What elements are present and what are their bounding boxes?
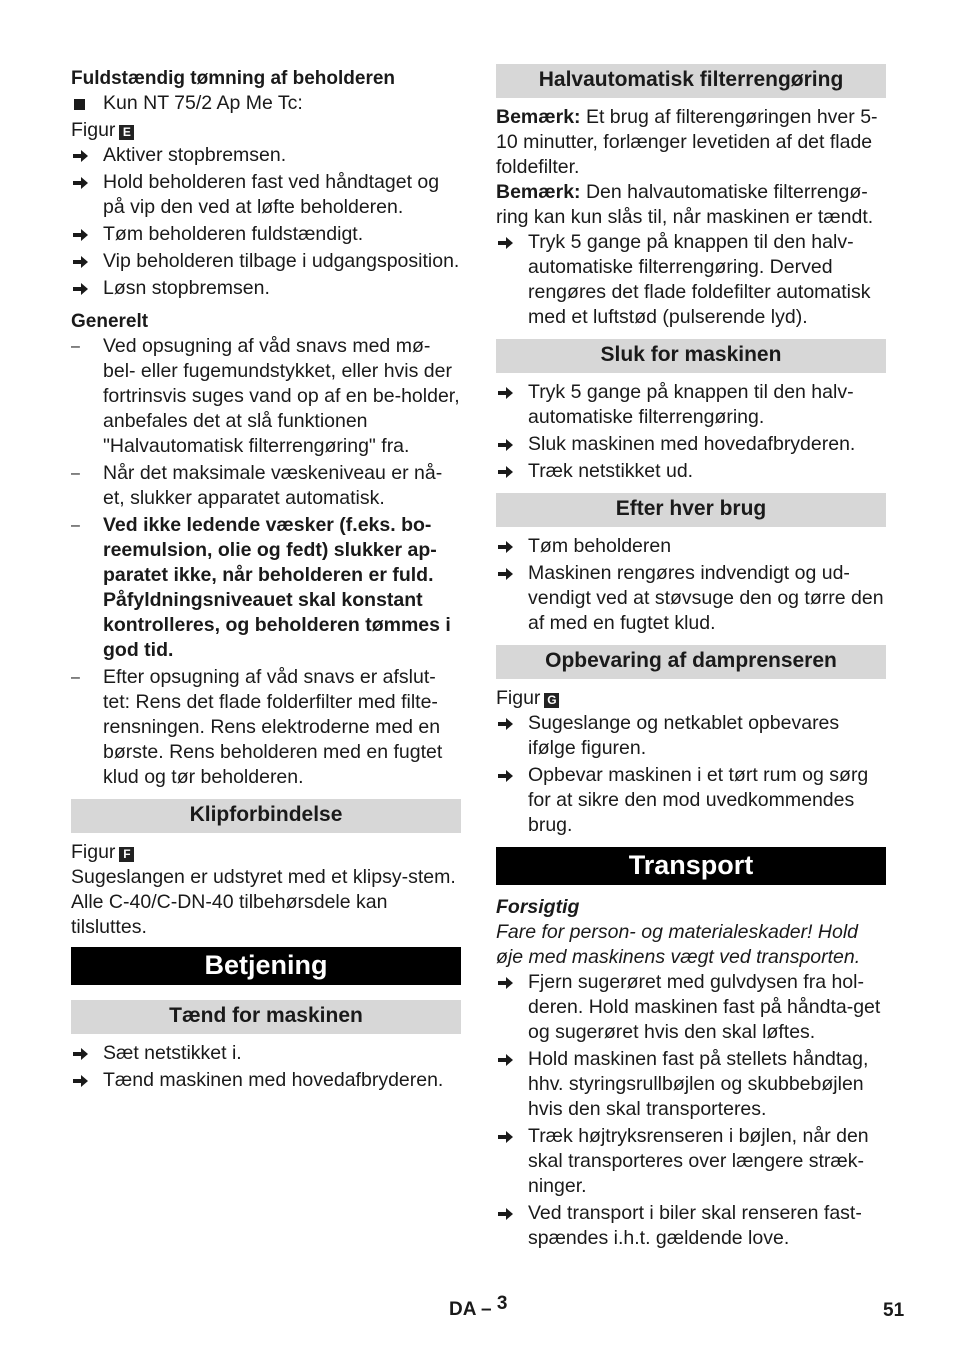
dash-bullet-icon: – xyxy=(71,517,80,534)
list-item-text: Fjern sugerøret med gulvdysen fra hol-deren. Hold maskinen fast på håndta-get og sugerøret hvis den skal løftes. xyxy=(528,971,881,1043)
list-item xyxy=(496,230,886,330)
list-item-text: Hold maskinen fast på stellets håndtag, hhv. styringsrullbøjlen og skubbebøjlen hvis den skal transporteres. xyxy=(528,1048,869,1120)
chapter-heading-betjening: Betjening xyxy=(71,947,461,985)
footer-section-code: DA – 3 xyxy=(449,1293,508,1320)
section-heading-full-emptying: Fuldstændig tømning af beholderen xyxy=(71,68,396,89)
arrow-right-icon xyxy=(73,149,89,163)
right-column xyxy=(496,63,886,1253)
arrow-right-icon xyxy=(498,769,514,783)
left-column xyxy=(71,63,461,1095)
list-item-text: Tænd maskinen med hovedafbryderen. xyxy=(103,1069,444,1091)
list-item-text: Sæt netstikket i. xyxy=(103,1042,242,1064)
list-item-text: Træk højtryksrenseren i bøjlen, når den skal transporteres over længere stræk-ninger. xyxy=(528,1125,869,1197)
arrow-right-icon xyxy=(498,540,514,554)
arrow-right-icon xyxy=(498,236,514,250)
dash-bullet-icon: – xyxy=(71,465,80,482)
square-bullet-item: Kun NT 75/2 Ap Me Tc: xyxy=(71,91,461,116)
dash-bullet-icon: – xyxy=(71,338,80,355)
arrow-right-icon xyxy=(498,386,514,400)
list-item xyxy=(71,461,461,511)
list-item-text: Tryk 5 gange på knappen til den halv-automatiske filterrengøring. Derved rengøres det flade foldefilter automatisk med et luftstød (pulserende lyd). xyxy=(528,231,871,328)
list-item xyxy=(496,380,886,430)
list-item xyxy=(496,432,886,457)
dash-bullet-icon: – xyxy=(71,669,80,686)
section-bar-turn-off: Sluk for maskinen xyxy=(496,339,886,373)
chapter-heading-transport: Transport xyxy=(496,847,886,885)
list-item-text: Opbevar maskinen i et tørt rum og sørg for at sikre den mod uvedkommendes brug. xyxy=(528,764,869,836)
arrow-right-icon xyxy=(498,1207,514,1221)
list-item xyxy=(496,763,886,838)
list-item-text: Løsn stopbremsen. xyxy=(103,277,270,299)
list-item xyxy=(71,222,461,247)
list-item xyxy=(71,1068,461,1093)
list-item-text: Ved transport i biler skal renseren fast-spændes i.h.t. gældende love. xyxy=(528,1202,862,1249)
figure-e-icon: E xyxy=(119,125,134,140)
list-item-text: Sugeslange og netkablet opbevares ifølge figuren. xyxy=(528,712,840,759)
list-item xyxy=(496,534,886,559)
list-item xyxy=(71,143,461,168)
general-notes xyxy=(71,334,461,790)
list-item-text: Tøm beholderen xyxy=(528,535,672,557)
arrow-right-icon xyxy=(498,976,514,990)
semi-auto-steps xyxy=(496,230,886,330)
arrow-right-icon xyxy=(73,176,89,190)
arrow-right-icon xyxy=(73,282,89,296)
list-item xyxy=(496,1201,886,1251)
after-use-steps xyxy=(496,534,886,636)
caution-text: Fare for person- og materialeskader! Hold øje med maskinens vægt ved transporten. xyxy=(496,921,861,968)
list-item xyxy=(496,459,886,484)
turn-on-steps xyxy=(71,1041,461,1093)
list-item xyxy=(496,1124,886,1199)
figure-reference: Figur E xyxy=(71,118,461,143)
list-item xyxy=(496,1047,886,1122)
list-item xyxy=(71,513,461,663)
list-item-text: Aktiver stopbremsen. xyxy=(103,144,287,166)
arrow-right-icon xyxy=(498,438,514,452)
list-item xyxy=(496,711,886,761)
section-bar-storage: Opbevaring af damprenseren xyxy=(496,645,886,679)
figure-g-icon: G xyxy=(544,693,559,708)
arrow-right-icon xyxy=(73,1047,89,1061)
arrow-right-icon xyxy=(73,228,89,242)
list-item-text: Ved ikke ledende væsker (f.eks. bo-reemulsion, olie og fedt) slukker ap-paratet ikke, når beholderen er fuld. Påfyldningsniveauet skal konstant kontrolleres, og beholderen tømmes i god tid. xyxy=(103,514,451,661)
list-item xyxy=(71,1041,461,1066)
list-item-text: Når det maksimale væskeniveau er nå-et, slukker apparatet automatisk. xyxy=(103,462,443,509)
clip-text: Sugeslangen er udstyret med et klipsy-stem. Alle C-40/C-DN-40 tilbehørsdele kan tilsluttes. xyxy=(71,866,456,938)
list-item-text: Vip beholderen tilbage i udgangsposition. xyxy=(103,250,460,272)
list-item xyxy=(71,249,461,274)
list-item-text: Efter opsugning af våd snavs er afslut-tet: Rens det flade folderfilter med filte-rensningen. Rens elektroderne med en børste. Rens beholderen med en fugtet klud og tør beholderen. xyxy=(103,666,443,788)
list-item xyxy=(496,561,886,636)
square-bullet-icon xyxy=(74,99,85,110)
list-item-text: Hold beholderen fast ved håndtaget og på vip den ved at løfte beholderen. xyxy=(103,171,440,218)
list-item xyxy=(71,334,461,459)
list-item-text: Maskinen rengøres indvendigt og ud-vendigt ved at støvsuge den og tørre den af med en fugtet klud. xyxy=(528,562,884,634)
page-number: 51 xyxy=(883,1300,905,1321)
arrow-right-icon xyxy=(73,1074,89,1088)
transport-steps xyxy=(496,970,886,1251)
list-item xyxy=(71,665,461,790)
arrow-right-icon xyxy=(73,255,89,269)
list-item-text: Tryk 5 gange på knappen til den halv-automatiske filterrengøring. xyxy=(528,381,854,428)
list-item xyxy=(71,276,461,301)
list-item-text: Sluk maskinen med hovedafbryderen. xyxy=(528,433,856,455)
turn-off-steps xyxy=(496,380,886,484)
emptying-steps xyxy=(71,143,461,301)
list-item xyxy=(496,970,886,1045)
list-item xyxy=(71,170,461,220)
caution-label: Forsigtig xyxy=(496,896,580,918)
note-paragraph: Bemærk: Et brug af filterengøringen hver 5-10 minutter, forlænger levetiden af det flade foldefilter. xyxy=(496,106,878,178)
arrow-right-icon xyxy=(498,567,514,581)
figure-reference: Figur F xyxy=(71,840,461,865)
list-item-text: Træk netstikket ud. xyxy=(528,460,694,482)
arrow-right-icon xyxy=(498,1053,514,1067)
section-heading-general: Generelt xyxy=(71,311,149,332)
note-paragraph: Bemærk: Den halvautomatiske filterrengø-ring kan kun slås til, når maskinen er tændt. xyxy=(496,181,874,228)
list-item-text: Tøm beholderen fuldstændigt. xyxy=(103,223,364,245)
figure-f-icon: F xyxy=(119,847,134,862)
storage-steps xyxy=(496,711,886,838)
list-item-text: Ved opsugning af våd snavs med mø-bel- eller fugemundstykket, eller hvis der fortrinsvis suges vand op af en be-holder, anbefales det at slå funktionen "Halvautomatisk filterrengøring" fra. xyxy=(103,335,460,457)
section-bar-clip: Klipforbindelse xyxy=(71,799,461,833)
arrow-right-icon xyxy=(498,1130,514,1144)
section-bar-semi-auto: Halvautomatisk filterrengøring xyxy=(496,64,886,98)
section-bar-after-use: Efter hver brug xyxy=(496,493,886,527)
arrow-right-icon xyxy=(498,465,514,479)
section-bar-turn-on: Tænd for maskinen xyxy=(71,1000,461,1034)
figure-reference: Figur G xyxy=(496,686,886,711)
arrow-right-icon xyxy=(498,717,514,731)
